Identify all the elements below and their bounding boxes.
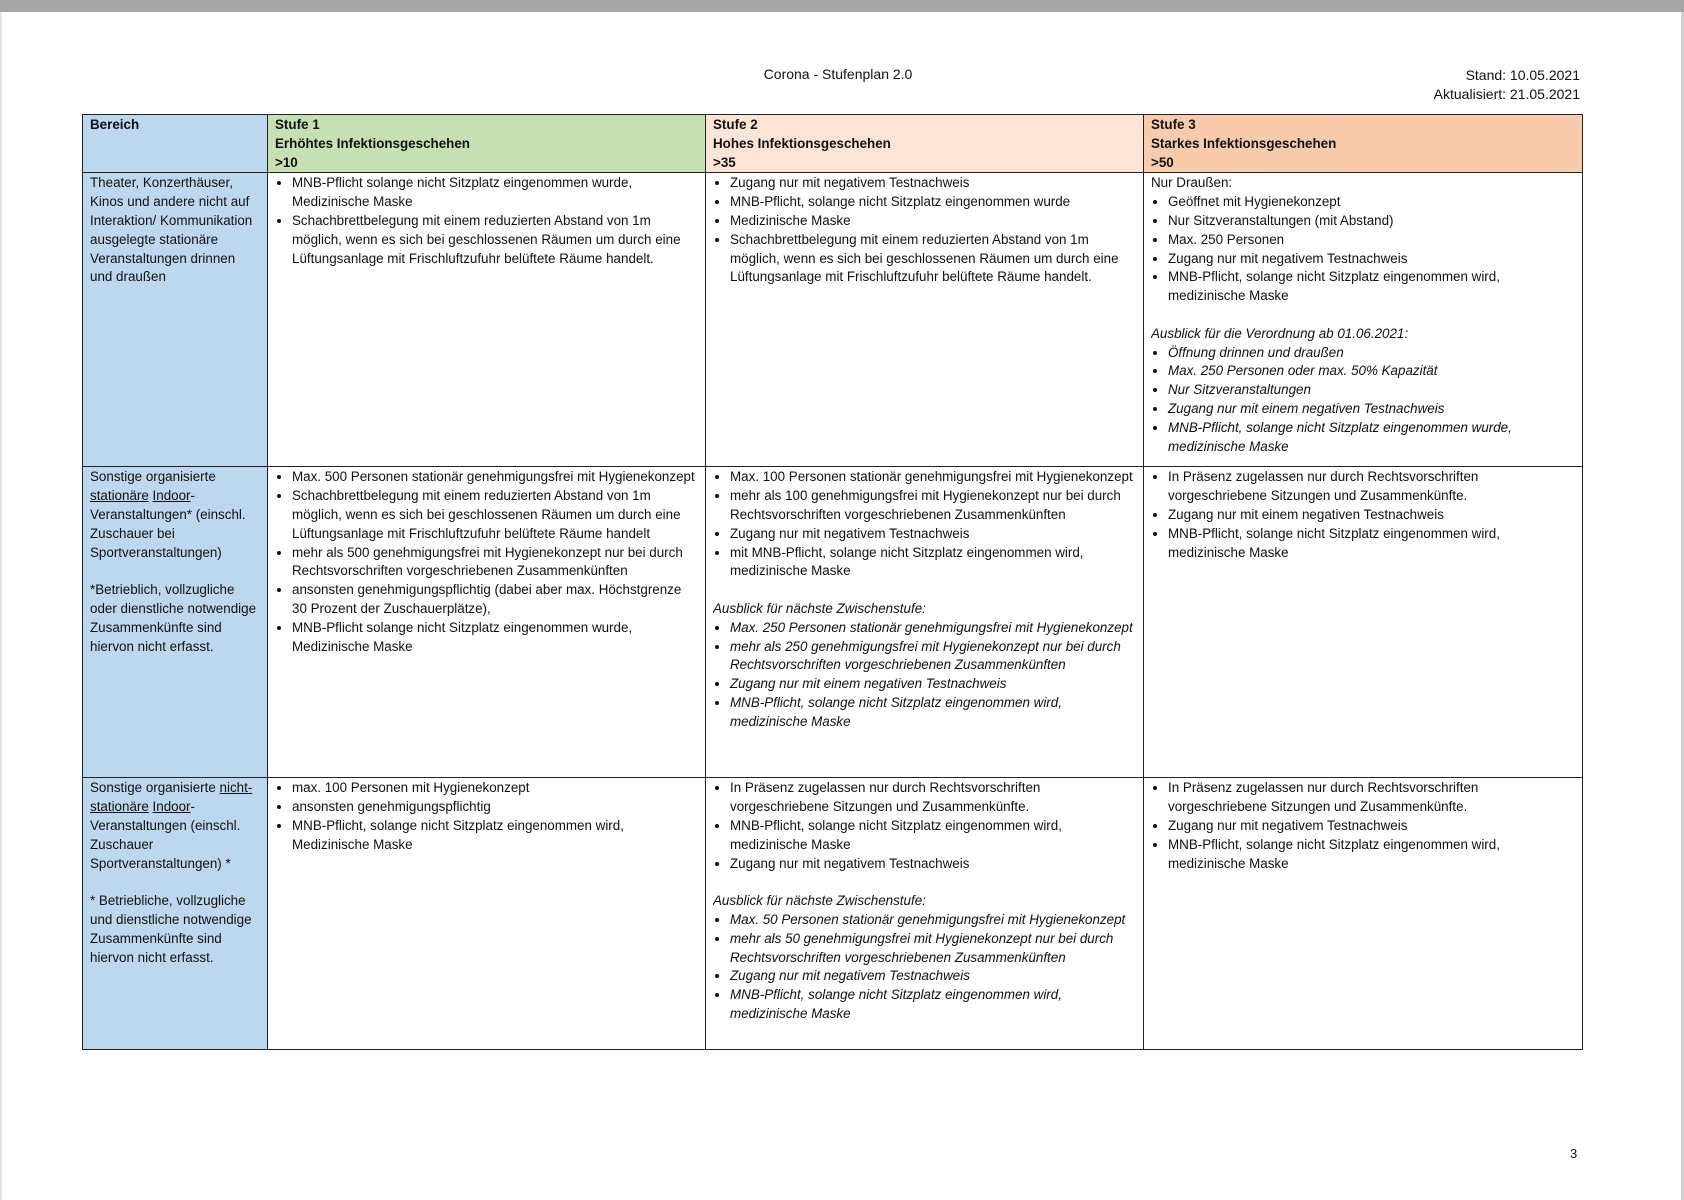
stufe-threshold: >35 bbox=[713, 154, 736, 170]
list-item: • mehr als 100 genehmigungsfrei mit Hygienekonzept nur bei durch Rechtsvorschriften vorgeschriebenen Zusammenkünften bbox=[730, 487, 1136, 525]
list-item: • MNB-Pflicht solange nicht Sitzplatz eingenommen wurde, Medizinische Maske bbox=[292, 174, 698, 212]
list-item: • ansonsten genehmigungspflichtig (dabei aber max. Höchstgrenze 30 Prozent der Zuschauerplätze), bbox=[292, 581, 698, 619]
list-item: • mit MNB-Pflicht, solange nicht Sitzplatz eingenommen wird, medizinische Maske bbox=[730, 544, 1136, 582]
stufe-1-cell bbox=[268, 467, 706, 778]
table-row bbox=[83, 778, 1583, 1050]
list-item: • Nur Sitzveranstaltungen bbox=[1168, 381, 1575, 400]
table-header-row bbox=[83, 115, 1583, 173]
stufenplan-table bbox=[82, 114, 1583, 1050]
list-item: • Max. 100 Personen stationär genehmigungsfrei mit Hygienekonzept bbox=[730, 468, 1136, 487]
list-item: • MNB-Pflicht, solange nicht Sitzplatz eingenommen wird, medizinische Maske bbox=[730, 694, 1136, 732]
stand-date: Stand: 10.05.2021 bbox=[1465, 67, 1580, 83]
header-stufe-3 bbox=[1144, 115, 1583, 173]
list-item: • Zugang nur mit negativem Testnachweis bbox=[730, 855, 1136, 874]
outlook-title: Ausblick für nächste Zwischenstufe: bbox=[713, 893, 926, 909]
area-text: Sonstige organisierte nicht-stationäre Indoor-Veranstaltungen (einschl. Zuschauer Sportveranstaltungen) * bbox=[90, 780, 253, 871]
outlook-list bbox=[713, 911, 1136, 1024]
list-item: • Zugang nur mit einem negativen Testnachweis bbox=[1168, 506, 1575, 525]
list-item: • MNB-Pflicht, solange nicht Sitzplatz eingenommen wird, medizinische Maske bbox=[1168, 268, 1575, 306]
page-left-edge bbox=[0, 12, 2, 1200]
list-item: • Max. 250 Personen oder max. 50% Kapazität bbox=[1168, 362, 1575, 381]
stufe-description: Hohes Infektionsgeschehen bbox=[713, 135, 891, 151]
measures-list bbox=[1151, 468, 1575, 562]
measures-list bbox=[713, 779, 1136, 873]
list-item: • In Präsenz zugelassen nur durch Rechtsvorschriften vorgeschriebene Sitzungen und Zusammenkünfte. bbox=[1168, 468, 1575, 506]
measures-list bbox=[713, 174, 1136, 287]
list-item: • MNB-Pflicht, solange nicht Sitzplatz eingenommen wird, medizinische Maske bbox=[1168, 525, 1575, 563]
stufe-3-cell bbox=[1144, 173, 1583, 467]
stufe-threshold: >10 bbox=[275, 154, 298, 170]
stufe-1-cell bbox=[268, 778, 706, 1050]
measures-list bbox=[275, 174, 698, 268]
list-item: • Schachbrettbelegung mit einem reduzierten Abstand von 1m möglich, wenn es sich bei geschlossenen Räumen um durch eine Lüftungsanlage mit Frischluftzufuhr belüftete Räume handelt. bbox=[292, 212, 698, 268]
list-item: • Zugang nur mit einem negativen Testnachweis bbox=[1168, 400, 1575, 419]
list-item: • MNB-Pflicht, solange nicht Sitzplatz eingenommen wird, medizinische Maske bbox=[1168, 836, 1575, 874]
list-item: • Zugang nur mit negativem Testnachweis bbox=[730, 174, 1136, 193]
list-item: • ansonsten genehmigungspflichtig bbox=[292, 798, 698, 817]
outlook-list bbox=[1151, 344, 1575, 457]
list-item: • Zugang nur mit negativem Testnachweis bbox=[730, 525, 1136, 544]
area-cell bbox=[83, 173, 268, 467]
list-item: • Öffnung drinnen und draußen bbox=[1168, 344, 1575, 363]
list-item: • max. 100 Personen mit Hygienekonzept bbox=[292, 779, 698, 798]
page-number: 3 bbox=[1570, 1146, 1578, 1161]
list-item: • mehr als 250 genehmigungsfrei mit Hygienekonzept nur bei durch Rechtsvorschriften vorgeschriebenen Zusammenkünften bbox=[730, 638, 1136, 676]
table-row bbox=[83, 467, 1583, 778]
area-footnote: *Betrieblich, vollzugliche oder dienstliche notwendige Zusammenkünfte sind hiervon nicht erfasst. bbox=[90, 582, 257, 654]
stufe-2-cell bbox=[706, 173, 1144, 467]
list-item: • MNB-Pflicht solange nicht Sitzplatz eingenommen wurde, Medizinische Maske bbox=[292, 619, 698, 657]
stufe-1-cell bbox=[268, 173, 706, 467]
stufe-description: Erhöhtes Infektionsgeschehen bbox=[275, 135, 470, 151]
measures-list bbox=[275, 468, 698, 656]
list-item: • Zugang nur mit negativem Testnachweis bbox=[1168, 250, 1575, 269]
viewer-top-bar bbox=[0, 0, 1684, 12]
outlook-title: Ausblick für nächste Zwischenstufe: bbox=[713, 600, 926, 616]
outlook-list bbox=[713, 619, 1136, 732]
outdoor-only-label: Nur Draußen: bbox=[1151, 175, 1233, 191]
list-item: • mehr als 500 genehmigungsfrei mit Hygienekonzept nur bei durch Rechtsvorschriften vorgeschriebenen Zusammenkünften bbox=[292, 544, 698, 582]
stufe-label: Stufe 1 bbox=[275, 117, 320, 132]
list-item: • In Präsenz zugelassen nur durch Rechtsvorschriften vorgeschriebene Sitzungen und Zusammenkünfte. bbox=[730, 779, 1136, 817]
list-item: • Schachbrettbelegung mit einem reduzierten Abstand von 1m möglich, wenn es sich bei geschlossenen Räumen um durch eine Lüftungsanlage mit Frischluftzufuhr belüftete Räume handelt. bbox=[730, 231, 1136, 287]
list-item: • Nur Sitzveranstaltungen (mit Abstand) bbox=[1168, 212, 1575, 231]
stufe-threshold: >50 bbox=[1151, 154, 1174, 170]
list-item: • Schachbrettbelegung mit einem reduzierten Abstand von 1m möglich, wenn es sich bei geschlossenen Räumen um durch eine Lüftungsanlage mit Frischluftzufuhr belüftete Räume handelt bbox=[292, 487, 698, 543]
area-cell bbox=[83, 467, 268, 778]
list-item: • MNB-Pflicht, solange nicht Sitzplatz eingenommen wird, medizinische Maske bbox=[730, 986, 1136, 1024]
measures-list bbox=[275, 779, 698, 854]
measures-list bbox=[1151, 193, 1575, 306]
list-item: • Medizinische Maske bbox=[730, 212, 1136, 231]
list-item: • Max. 250 Personen stationär genehmigungsfrei mit Hygienekonzept bbox=[730, 619, 1136, 638]
updated-date: Aktualisiert: 21.05.2021 bbox=[1433, 85, 1580, 102]
header-bereich: Bereich bbox=[83, 115, 268, 173]
outlook-title: Ausblick für die Verordnung ab 01.06.2021: bbox=[1151, 325, 1409, 341]
stufe-3-cell bbox=[1144, 778, 1583, 1050]
area-text: Theater, Konzerthäuser, Kinos und andere nicht auf Interaktion/ Kommunikation ausgelegte stationäre Veranstaltungen drinnen und draußen bbox=[90, 175, 253, 285]
list-item: • MNB-Pflicht, solange nicht Sitzplatz eingenommen wurde, medizinische Maske bbox=[1168, 419, 1575, 457]
list-item: • In Präsenz zugelassen nur durch Rechtsvorschriften vorgeschriebene Sitzungen und Zusammenkünfte. bbox=[1168, 779, 1575, 817]
date-info bbox=[1434, 66, 1580, 103]
list-item: • Max. 50 Personen stationär genehmigungsfrei mit Hygienekonzept bbox=[730, 911, 1136, 930]
list-item: • Zugang nur mit negativem Testnachweis bbox=[1168, 817, 1575, 836]
list-item: • Max. 250 Personen bbox=[1168, 231, 1575, 250]
stufe-3-cell bbox=[1144, 467, 1583, 778]
header-stufe-1 bbox=[268, 115, 706, 173]
table-row bbox=[83, 173, 1583, 467]
list-item: • Zugang nur mit einem negativen Testnachweis bbox=[730, 675, 1136, 694]
area-footnote: * Betriebliche, vollzugliche und dienstliche notwendige Zusammenkünfte sind hiervon nicht erfasst. bbox=[90, 893, 252, 965]
header-stufe-2 bbox=[706, 115, 1144, 173]
stufe-2-cell bbox=[706, 778, 1144, 1050]
stufe-label: Stufe 3 bbox=[1151, 117, 1196, 132]
stufe-description: Starkes Infektionsgeschehen bbox=[1151, 135, 1337, 151]
list-item: • MNB-Pflicht, solange nicht Sitzplatz eingenommen wird, Medizinische Maske bbox=[292, 817, 698, 855]
document-title: Corona - Stufenplan 2.0 bbox=[763, 66, 913, 82]
list-item: • MNB-Pflicht, solange nicht Sitzplatz eingenommen wird, medizinische Maske bbox=[730, 817, 1136, 855]
list-item: • MNB-Pflicht, solange nicht Sitzplatz eingenommen wurde bbox=[730, 193, 1136, 212]
stufe-2-cell bbox=[706, 467, 1144, 778]
list-item: • Max. 500 Personen stationär genehmigungsfrei mit Hygienekonzept bbox=[292, 468, 698, 487]
measures-list bbox=[713, 468, 1136, 581]
stufe-label: Stufe 2 bbox=[713, 117, 758, 132]
list-item: • mehr als 50 genehmigungsfrei mit Hygienekonzept nur bei durch Rechtsvorschriften vorgeschriebenen Zusammenkünften bbox=[730, 930, 1136, 968]
measures-list bbox=[1151, 779, 1575, 873]
list-item: • Geöffnet mit Hygienekonzept bbox=[1168, 193, 1575, 212]
area-cell bbox=[83, 778, 268, 1050]
area-text: Sonstige organisierte stationäre Indoor-Veranstaltungen* (einschl. Zuschauer bei Sportveranstaltungen) bbox=[90, 469, 246, 560]
list-item: • Zugang nur mit negativem Testnachweis bbox=[730, 967, 1136, 986]
